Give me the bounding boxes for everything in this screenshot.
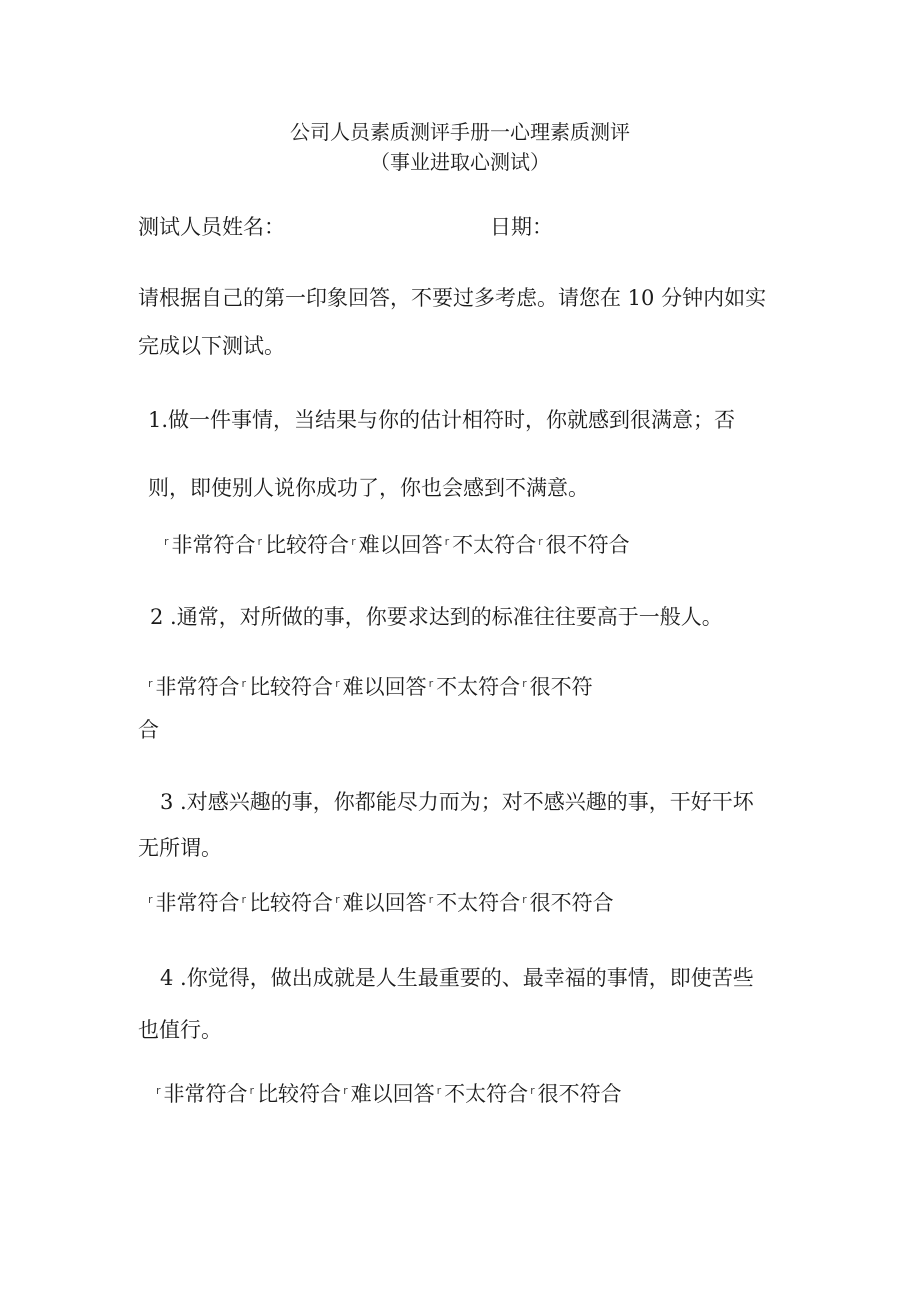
radio-marker: r <box>335 893 340 906</box>
option-strongly-disagree[interactable]: $^r$ 很不符合 <box>530 1082 622 1106</box>
option-strongly-disagree[interactable]: $^r$ 很不符合 <box>522 891 614 915</box>
option-strongly-agree[interactable]: $^r$ 非常符合 <box>164 533 256 557</box>
radio-marker: r <box>241 893 247 906</box>
question-4-line-2: 也值行。 <box>138 1018 222 1042</box>
option-disagree[interactable]: $^r$ 不太符合 <box>436 1082 529 1106</box>
option-disagree[interactable]: $^r$ 不太符合 <box>428 891 521 915</box>
question-2-option-wrap: 合 <box>138 718 159 742</box>
radio-marker: r <box>156 1084 161 1097</box>
radio-marker: r <box>257 535 263 548</box>
option-agree[interactable]: $^r$ 比较符合 <box>249 1082 342 1106</box>
option-neutral[interactable]: $^r$ 难以回答 <box>335 891 427 915</box>
document-subtitle: （事业进取心测试） <box>370 150 550 174</box>
question-3-line-2: 无所谓。 <box>138 836 222 860</box>
question-4-line-1: 4 .你觉得，做出成就是人生最重要的、最幸福的事情，即使苦些 <box>160 966 754 990</box>
radio-marker: r <box>148 893 153 906</box>
instructions-line-1: 请根据自己的第一印象回答，不要过多考虑。请您在 10 分钟内如实 <box>138 286 767 310</box>
radio-marker: r <box>249 1084 255 1097</box>
option-disagree[interactable]: $^r$ 不太符合 <box>444 533 537 557</box>
question-4-options <box>154 1077 622 1108</box>
option-neutral[interactable]: $^r$ 难以回答 <box>335 675 427 699</box>
option-neutral[interactable]: $^r$ 难以回答 <box>351 533 443 557</box>
radio-marker: r <box>522 677 527 690</box>
option-agree[interactable]: $^r$ 比较符合 <box>241 891 334 915</box>
radio-marker: r <box>164 535 169 548</box>
radio-marker: r <box>428 893 434 906</box>
radio-marker: r <box>522 893 527 906</box>
option-agree[interactable]: $^r$ 比较符合 <box>257 533 350 557</box>
radio-marker: r <box>351 535 356 548</box>
radio-marker: r <box>530 1084 535 1097</box>
question-1-line-2: 则，即使别人说你成功了，你也会感到不满意。 <box>148 476 589 500</box>
question-3-line-1: 3 .对感兴趣的事，你都能尽力而为；对不感兴趣的事，干好干坏 <box>160 790 754 814</box>
option-strongly-agree[interactable]: $^r$ 非常符合 <box>148 675 240 699</box>
option-disagree[interactable]: $^r$ 不太符合 <box>428 675 521 699</box>
option-neutral[interactable]: $^r$ 难以回答 <box>343 1082 435 1106</box>
option-strongly-disagree[interactable]: $^r$ 很不符合 <box>538 533 630 557</box>
radio-marker: r <box>428 677 434 690</box>
radio-marker: r <box>436 1084 442 1097</box>
question-1-options <box>162 528 630 559</box>
radio-marker: r <box>538 535 543 548</box>
radio-marker: r <box>444 535 450 548</box>
option-strongly-disagree[interactable]: $^r$ 很不符 <box>522 675 593 699</box>
option-agree[interactable]: $^r$ 比较符合 <box>241 675 334 699</box>
document-title: 公司人员素质测评手册一心理素质测评 <box>290 120 630 144</box>
name-label: 测试人员姓名： <box>138 215 285 239</box>
question-3-options <box>146 886 614 917</box>
question-2-line-1: 2 .通常，对所做的事，你要求达到的标准往往要高于一般人。 <box>150 605 723 629</box>
option-strongly-agree[interactable]: $^r$ 非常符合 <box>156 1082 248 1106</box>
radio-marker: r <box>343 1084 348 1097</box>
instructions-line-2: 完成以下测试。 <box>138 334 285 358</box>
option-strongly-agree[interactable]: $^r$ 非常符合 <box>148 891 240 915</box>
question-1-line-1: 1.做一件事情，当结果与你的估计相符时，你就感到很满意；否 <box>148 408 736 432</box>
radio-marker: r <box>335 677 340 690</box>
date-label: 日期： <box>490 215 553 239</box>
question-2-options <box>146 670 593 701</box>
radio-marker: r <box>241 677 247 690</box>
radio-marker: r <box>148 677 153 690</box>
